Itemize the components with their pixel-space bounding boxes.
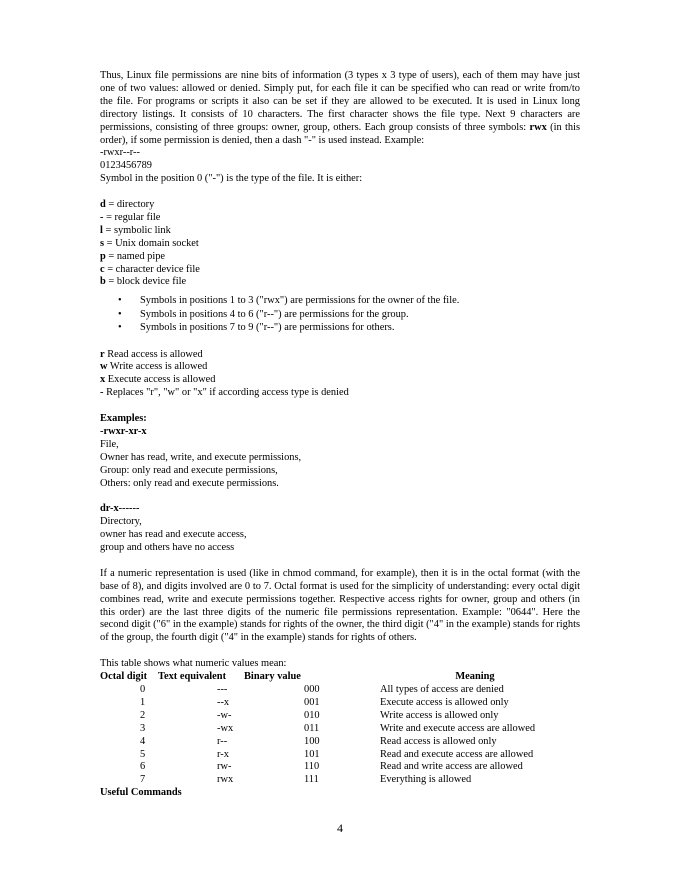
file-type-desc: = character device file xyxy=(104,263,200,275)
table-row xyxy=(100,761,570,774)
example2-code: dr-x------ xyxy=(100,503,140,515)
file-type-symbol: p xyxy=(100,250,106,262)
example-permission-string: -rwxr--r-- xyxy=(100,147,140,159)
cell-binary: 001 xyxy=(304,696,320,708)
bullet-icon: • xyxy=(118,322,122,334)
table-row xyxy=(100,697,570,710)
access-desc: Write access is allowed xyxy=(107,361,208,373)
cell-binary: 000 xyxy=(304,684,320,695)
access-desc: Execute access is allowed xyxy=(105,374,216,386)
intro-paragraph xyxy=(100,70,580,147)
cell-text: r-x xyxy=(217,748,229,760)
cell-meaning: Write and execute access are allowed xyxy=(380,722,536,734)
cell-meaning: Read and write access are allowed xyxy=(380,761,523,773)
example1-line: Owner has read, write, and execute permissions, xyxy=(100,451,302,463)
file-type-desc: = regular file xyxy=(103,211,161,223)
bullet-text: Symbols in positions 4 to 6 ("r--") are permissions for the group. xyxy=(140,308,409,320)
file-type-desc: = symbolic link xyxy=(102,224,171,236)
file-type-symbol: b xyxy=(100,276,106,288)
header-octal: Octal digit xyxy=(100,671,148,683)
example1-code: -rwxr-xr-x xyxy=(100,425,147,437)
cell-octal: 2 xyxy=(140,709,146,721)
permission-position-bullets xyxy=(100,295,580,335)
cell-meaning: Read and execute access are allowed xyxy=(380,748,534,760)
access-symbol: r xyxy=(100,348,105,360)
cell-text: r-- xyxy=(217,735,228,747)
page-number: 4 xyxy=(337,821,343,835)
bullet-text: Symbols in positions 1 to 3 ("rwx") are permissions for the owner of the file. xyxy=(140,295,460,307)
table-intro: This table shows what numeric values mean: xyxy=(100,658,287,670)
bullet-icon: • xyxy=(118,308,122,320)
access-list xyxy=(100,349,580,401)
bullet-item xyxy=(100,322,580,335)
header-meaning: Meaning xyxy=(455,671,495,683)
cell-text: --x xyxy=(217,696,230,708)
access-symbol: - xyxy=(100,387,104,399)
access-symbol: x xyxy=(100,374,106,386)
cell-meaning: Write access is allowed only xyxy=(380,709,499,721)
file-type-desc: = directory xyxy=(105,199,155,211)
cell-octal: 6 xyxy=(140,761,146,773)
file-type-symbol: c xyxy=(100,263,105,275)
file-type-symbol: - xyxy=(100,211,104,223)
table-row xyxy=(100,749,570,762)
cell-meaning: Read access is allowed only xyxy=(380,735,497,747)
examples-section xyxy=(100,413,580,555)
cell-binary: 110 xyxy=(304,761,320,773)
table-row xyxy=(100,710,570,723)
header-binary: Binary value xyxy=(244,671,301,683)
file-type-desc: = named pipe xyxy=(105,250,166,262)
access-item xyxy=(100,349,580,362)
examples-heading: Examples: xyxy=(100,413,147,425)
cell-text: -w- xyxy=(217,709,232,721)
position-digits: 0123456789 xyxy=(100,160,152,172)
access-desc: Replaces "r", "w" or "x" if according access type is denied xyxy=(103,387,349,399)
table-header-row xyxy=(100,671,570,684)
cell-binary: 100 xyxy=(304,735,320,747)
cell-binary: 011 xyxy=(304,722,320,734)
cell-binary: 111 xyxy=(304,774,319,786)
file-type-item xyxy=(100,238,580,251)
file-type-item xyxy=(100,251,580,264)
file-type-symbol: d xyxy=(100,199,106,211)
cell-binary: 101 xyxy=(304,748,320,760)
useful-commands-heading: Useful Commands xyxy=(100,787,182,799)
intro-text-end: (in this order), if some permission is denied, then a dash "-" is used instead. Example: xyxy=(100,121,580,146)
example1-line: File, xyxy=(100,438,119,450)
header-text: Text equivalent xyxy=(158,671,227,683)
cell-binary: 010 xyxy=(304,709,320,721)
file-type-desc: = block device file xyxy=(105,276,187,288)
cell-octal: 7 xyxy=(140,774,146,786)
cell-octal: 5 xyxy=(140,748,146,760)
cell-octal: 3 xyxy=(140,722,146,734)
file-type-item xyxy=(100,212,580,225)
cell-text: rw- xyxy=(217,761,232,773)
file-type-item xyxy=(100,199,580,212)
cell-octal: 4 xyxy=(140,735,146,747)
bullet-item xyxy=(100,309,580,322)
example1-line: Others: only read and execute permissions. xyxy=(100,477,279,489)
cell-meaning: Execute access is allowed only xyxy=(380,696,509,708)
bullet-icon: • xyxy=(118,295,122,307)
example2-line: Directory, xyxy=(100,516,142,528)
table-row xyxy=(100,736,570,749)
cell-octal: 0 xyxy=(140,684,146,695)
access-symbol: w xyxy=(100,361,108,373)
cell-text: --- xyxy=(217,684,228,695)
intro-bold-rwx: rwx xyxy=(529,121,547,133)
bullet-item xyxy=(100,295,580,308)
table-row xyxy=(100,723,570,736)
cell-text: rwx xyxy=(217,774,234,786)
access-desc: Read access is allowed xyxy=(104,348,203,360)
access-item xyxy=(100,387,580,400)
example2-line: group and others have no access xyxy=(100,542,235,554)
example2-line: owner has read and execute access, xyxy=(100,529,247,541)
access-item xyxy=(100,374,580,387)
symbol-position-line: Symbol in the position 0 ("-") is the type of the file. It is either: xyxy=(100,173,363,185)
page-content xyxy=(100,70,580,800)
file-type-list xyxy=(100,199,580,289)
file-type-item xyxy=(100,276,580,289)
table-row xyxy=(100,684,570,697)
intro-text: Thus, Linux file permissions are nine bits of information (3 types x 3 type of users), each of them may have just one of two values: allowed or denied. Simply put, for each file it can be specified who can read or write from/to the file. For programs or scripts it also can be set if they are allowed to be executed. It is used in Linux long directory listings. It consists of 10 characters. The first character shows the file type. Next 9 characters are permissions, consisting of three groups: owner, group, others. Each group consists of three symbols: xyxy=(100,70,580,133)
cell-meaning: All types of access are denied xyxy=(380,684,504,695)
file-type-item xyxy=(100,264,580,277)
file-type-symbol: l xyxy=(100,224,103,236)
bullet-text: Symbols in positions 7 to 9 ("r--") are permissions for others. xyxy=(140,322,395,334)
cell-meaning: Everything is allowed xyxy=(380,774,472,786)
file-type-symbol: s xyxy=(100,237,105,249)
cell-octal: 1 xyxy=(140,696,146,708)
cell-text: -wx xyxy=(217,722,234,734)
octal-permissions-table xyxy=(100,671,570,787)
table-row xyxy=(100,774,570,787)
file-type-desc: = Unix domain socket xyxy=(104,237,199,249)
example1-line: Group: only read and execute permissions, xyxy=(100,464,278,476)
access-item xyxy=(100,361,580,374)
numeric-representation-paragraph: If a numeric representation is used (like in chmod command, for example), then it is in the octal format (with the base of 8), and digits involved are 0 to 7. Octal format is used for the simplicity of understanding: every octal digit combines read, write and execute permissions together. Respective access rights for owner, group and others (in this order) are the last three digits of the numeric file permissions representation. Example: "0644". Here the second digit ("6" in the example) stands for rights of the owner, the third digit ("4" in the example) stands for rights of the group, the fourth digit ("4" in the example) stands for rights of others. xyxy=(100,567,580,644)
file-type-item xyxy=(100,225,580,238)
